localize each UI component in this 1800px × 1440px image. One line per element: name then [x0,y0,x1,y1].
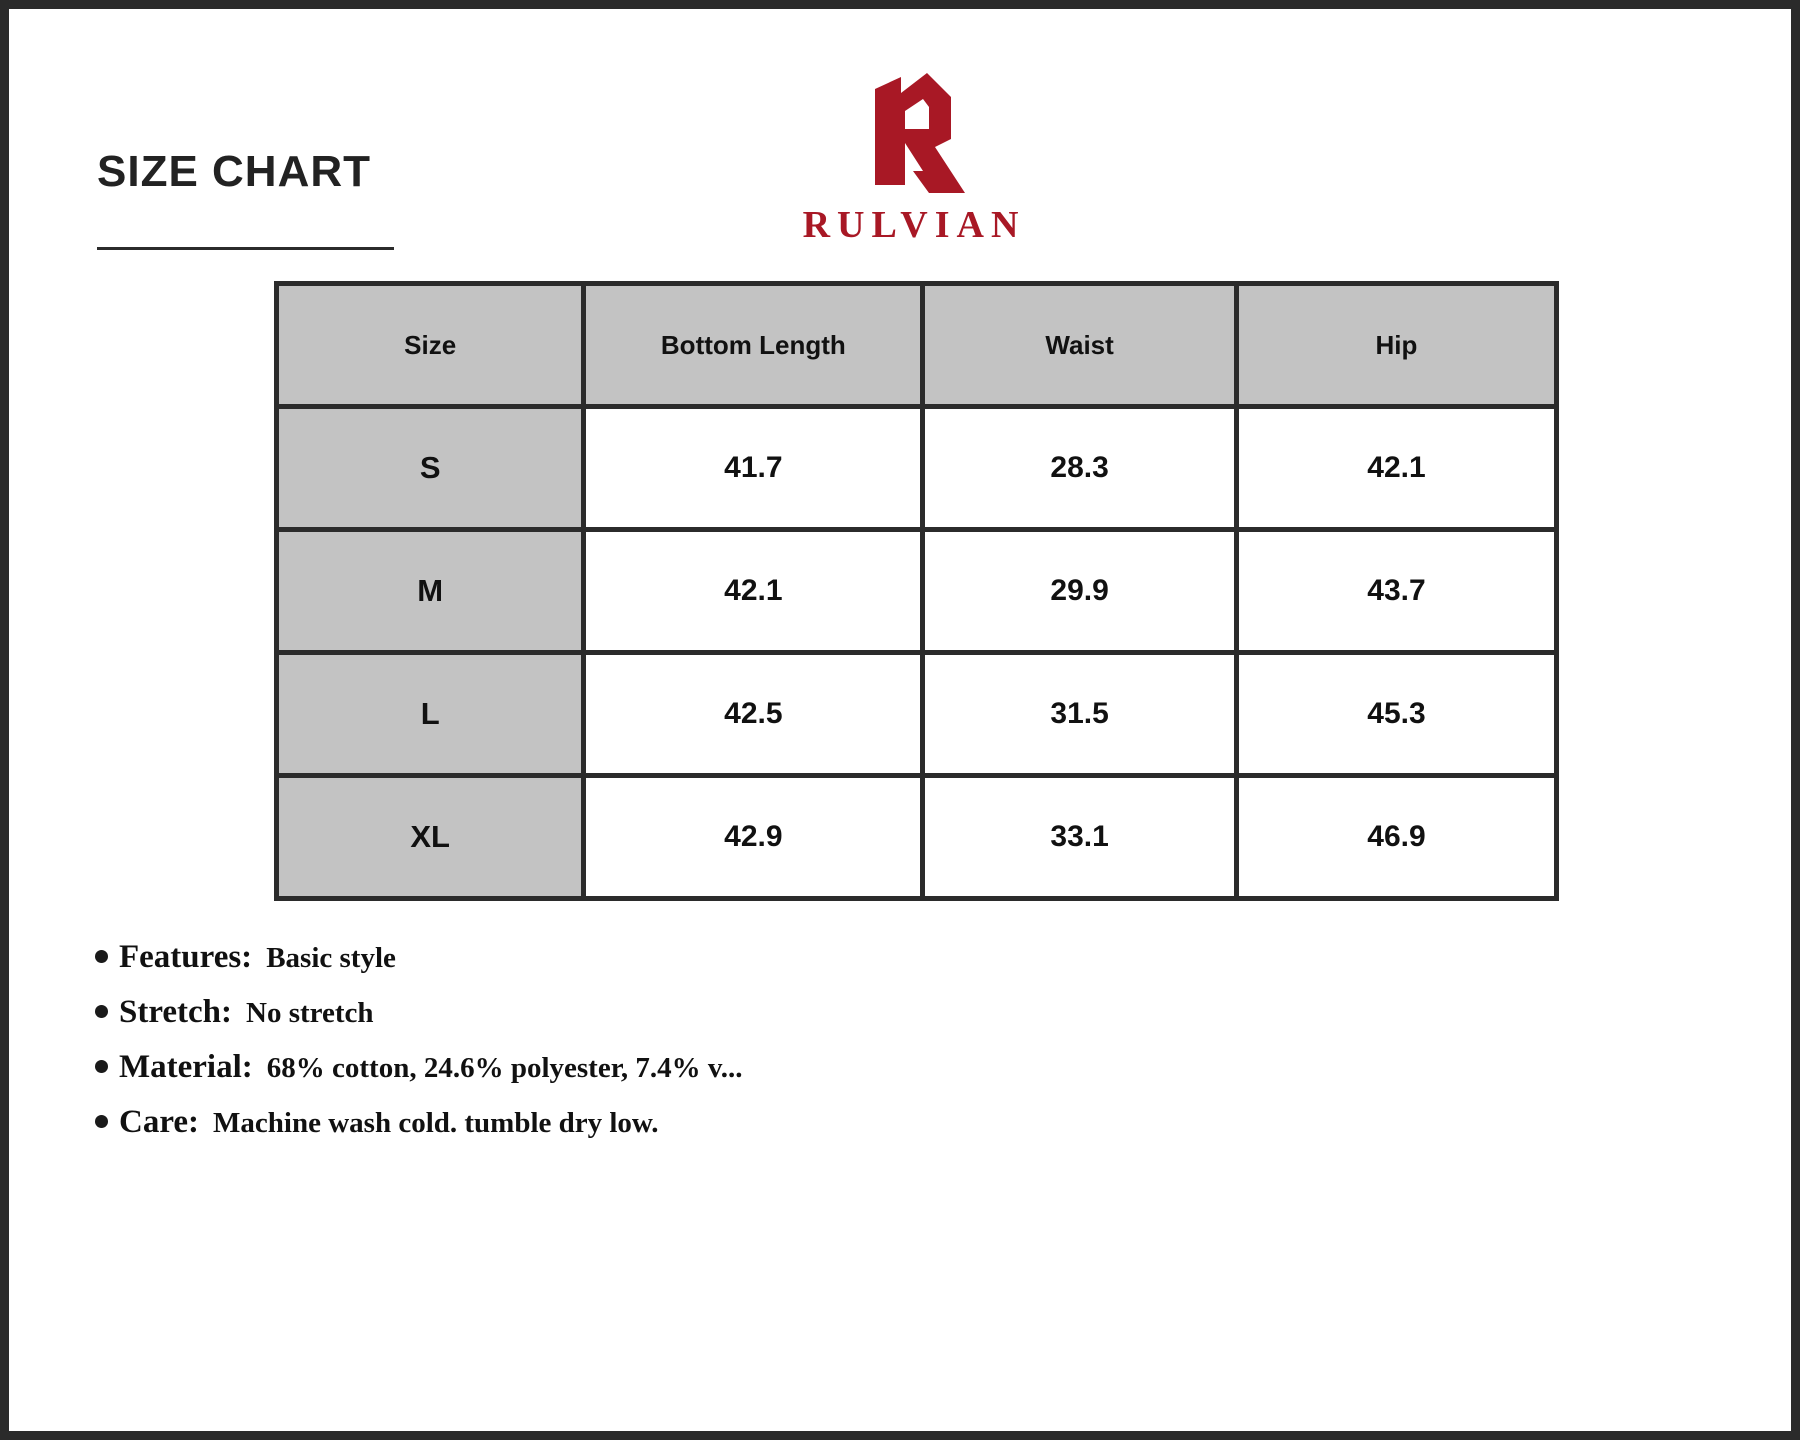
cell-waist: 31.5 [925,655,1234,773]
column-header-hip: Hip [1239,286,1554,404]
bullet-icon [95,1115,108,1128]
page-inner [9,9,1791,1431]
cell-hip: 45.3 [1239,655,1554,773]
column-header-bottom-length: Bottom Length [586,286,920,404]
table-row [279,532,1554,650]
product-notes [95,939,1595,1159]
cell-size: S [279,409,581,527]
note-label: Stretch: [119,994,233,1030]
brand-logo [779,67,1049,247]
cell-size: M [279,532,581,650]
note-value: Basic style [266,942,396,974]
cell-size: XL [279,778,581,896]
cell-waist: 28.3 [925,409,1234,527]
cell-bottom-length: 42.5 [586,655,920,773]
table-header-row [279,286,1554,404]
brand-name: RULVIAN [802,204,1026,246]
note-label: Material: [119,1049,253,1085]
cell-waist: 33.1 [925,778,1234,896]
note-item-material [95,1049,1595,1086]
note-item-features [95,939,1595,976]
cell-waist: 29.9 [925,532,1234,650]
page-title: SIZE CHART [97,147,371,196]
cell-bottom-length: 42.9 [586,778,920,896]
cell-bottom-length: 42.1 [586,532,920,650]
table-row [279,409,1554,527]
note-value: 68% cotton, 24.6% polyester, 7.4% v... [266,1052,743,1084]
note-value: Machine wash cold. tumble dry low. [213,1107,659,1139]
title-underline [97,247,394,250]
rulvian-monogram-icon [839,67,989,197]
note-item-care [95,1104,1595,1141]
note-item-stretch [95,994,1595,1031]
note-value: No stretch [246,997,374,1029]
cell-hip: 42.1 [1239,409,1554,527]
table-row [279,655,1554,773]
column-header-size: Size [279,286,581,404]
bullet-icon [95,1005,108,1018]
size-table [274,281,1559,901]
table-body [279,409,1554,896]
cell-hip: 46.9 [1239,778,1554,896]
cell-size: L [279,655,581,773]
column-header-waist: Waist [925,286,1234,404]
bullet-icon [95,950,108,963]
table-head [279,286,1554,404]
table-row [279,778,1554,896]
note-label: Features: [119,939,253,975]
note-label: Care: [119,1104,200,1140]
bullet-icon [95,1060,108,1073]
cell-bottom-length: 41.7 [586,409,920,527]
cell-hip: 43.7 [1239,532,1554,650]
size-table-wrapper [274,281,1559,901]
